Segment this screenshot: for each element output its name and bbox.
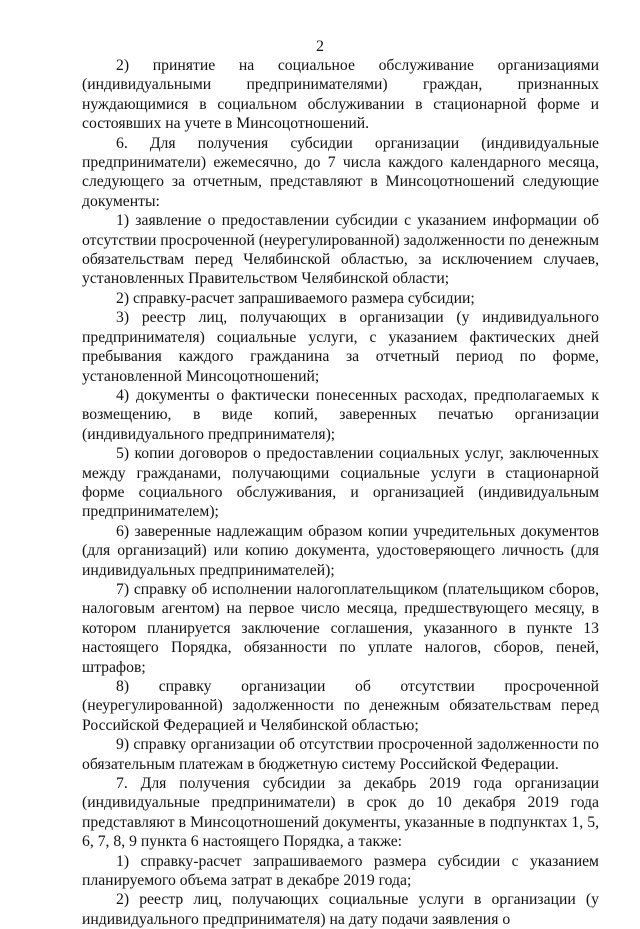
paragraph-6-9-no-arrears: 9) справку организации об отсутствии просроченной задолженности по обязательным платежам в бюджетную систему Российской Федерации. xyxy=(82,736,599,773)
paragraph-6-1-application: 1) заявление о предоставлении субсидии с указанием информации об отсутствии просроченной (неурегулированной) задолженности по денежным обязательствам перед Челябинской областью, за исключением случаев, установленных Правительством Челябинской области; xyxy=(82,212,599,288)
paragraph-6-5-contracts: 5) копии договоров о предоставлении социальных услуг, заключенных между гражданами, получающими социальные услуги в стационарной форме социального обслуживания, и организацией (индивидуальным предпринимателем); xyxy=(82,445,599,521)
paragraph-6-6-founding-docs: 6) заверенные надлежащим образом копии учредительных документов (для организаций) или копию документа, удостоверяющего личность (для индивидуальных предпринимателей); xyxy=(82,522,599,579)
paragraph-7-2-registry: 2) реестр лиц, получающих социальные услуги в организации (у индивидуального предпринимателя) на дату подачи заявления о xyxy=(82,891,599,928)
paragraph-section-7: 7. Для получения субсидии за декабрь 2019 года организации (индивидуальные предприниматели) в срок до 10 декабря 2019 года представляют в Минсоцотношений документы, указанные в подпунктах 1, 5, 6, 7, 8, 9 пункта 6 настоящего Порядка, а также: xyxy=(82,775,599,851)
paragraph-item-2-intake: 2) принятие на социальное обслуживание организациями (индивидуальными предпринимателями) граждан, признанных нуждающимися в социальном обслуживании в стационарной форме и состоявших на учете в Минсоцотношений. xyxy=(82,57,599,133)
paragraph-6-8-no-debt: 8) справку организации об отсутствии просроченной (неурегулированной) задолженности по денежным обязательствам перед Российской Федерацией и Челябинской областью; xyxy=(82,678,599,734)
paragraph-6-3-registry: 3) реестр лиц, получающих в организации (у индивидуального предпринимателя) социальные услуги, с указанием фактических дней пребывания каждого гражданина за отчетный период по форме, установленной Минсоцотношений; xyxy=(82,309,599,385)
paragraph-6-7-tax-certificate: 7) справку об исполнении налогоплательщиком (плательщиком сборов, налоговым агентом) на первое число месяца, предшествующего месяцу, в котором планируется заключение соглашения, указанного в пункте 13 настоящего Порядка, обязанности по уплате налогов, сборов, пеней, штрафов; xyxy=(82,580,599,676)
paragraph-6-4-expenses: 4) документы о фактически понесенных расходах, предполагаемых к возмещению, в виде копий, заверенных печатью организации (индивидуального предпринимателя); xyxy=(82,386,599,443)
paragraph-section-6: 6. Для получения субсидии организации (индивидуальные предприниматели) ежемесячно, до 7 числа каждого календарного месяца, следующего за отчетным, представляют в Минсоцотношений следующие документы: xyxy=(82,134,599,210)
document-body xyxy=(82,56,599,929)
paragraph-6-2-calculation: 2) справку-расчет запрашиваемого размера субсидии; xyxy=(116,289,475,307)
page-number: 2 xyxy=(316,38,324,55)
paragraph-7-1-calculation: 1) справку-расчет запрашиваемого размера субсидии с указанием планируемого объема затрат в декабре 2019 года; xyxy=(82,852,599,890)
